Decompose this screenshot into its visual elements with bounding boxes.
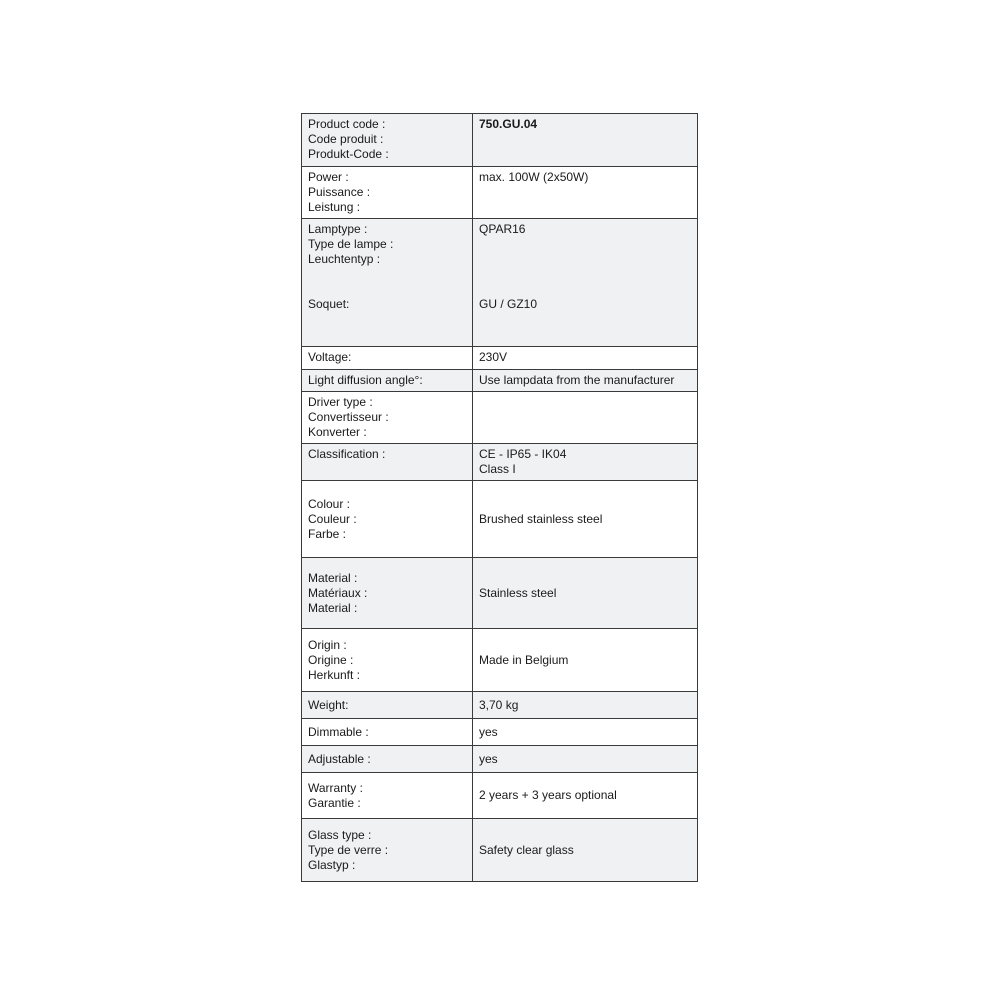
row-origin [302,629,698,692]
row-diffusion [302,370,698,392]
material-label: Material : Matériaux : Material : [302,558,473,629]
voltage-label: Voltage: [302,347,473,370]
socket-label: Soquet: [308,297,350,311]
glass-label: Glass type : Type de verre : Glastyp : [302,819,473,882]
row-dimmable [302,719,698,746]
driver-label: Driver type : Convertisseur : Konverter : [302,392,473,444]
row-classification [302,444,698,481]
adjustable-label: Adjustable : [302,746,473,773]
classification-label: Classification : [302,444,473,481]
warranty-label: Warranty : Garantie : [302,773,473,819]
product-code-label: Product code : Code produit : Produkt-Code : [302,114,473,167]
product-code-value: 750.GU.04 [473,114,698,167]
row-colour [302,481,698,558]
dimmable-label: Dimmable : [302,719,473,746]
diffusion-label: Light diffusion angle°: [302,370,473,392]
glass-value: Safety clear glass [473,819,698,882]
row-adjustable [302,746,698,773]
colour-value: Brushed stainless steel [473,481,698,558]
row-product-code [302,114,698,167]
warranty-value: 2 years + 3 years optional [473,773,698,819]
driver-value [473,392,698,444]
socket-value: GU / GZ10 [479,297,538,311]
row-lamptype [302,219,698,347]
row-driver [302,392,698,444]
lamptype-value: QPAR16 GU / GZ10 [473,219,698,347]
voltage-value: 230V [473,347,698,370]
row-warranty [302,773,698,819]
row-material [302,558,698,629]
diffusion-value: Use lampdata from the manufacturer [473,370,698,392]
spec-table [301,113,698,882]
row-weight [302,692,698,719]
colour-label: Colour : Couleur : Farbe : [302,481,473,558]
weight-value: 3,70 kg [473,692,698,719]
dimmable-value: yes [473,719,698,746]
power-label: Power : Puissance : Leistung : [302,167,473,219]
origin-value: Made in Belgium [473,629,698,692]
material-value: Stainless steel [473,558,698,629]
classification-value: CE - IP65 - IK04 Class I [473,444,698,481]
lamptype-label: Lamptype : Type de lampe : Leuchtentyp : Soquet: [302,219,473,347]
row-power [302,167,698,219]
row-voltage [302,347,698,370]
adjustable-value: yes [473,746,698,773]
origin-label: Origin : Origine : Herkunft : [302,629,473,692]
weight-label: Weight: [302,692,473,719]
power-value: max. 100W (2x50W) [473,167,698,219]
row-glass [302,819,698,882]
